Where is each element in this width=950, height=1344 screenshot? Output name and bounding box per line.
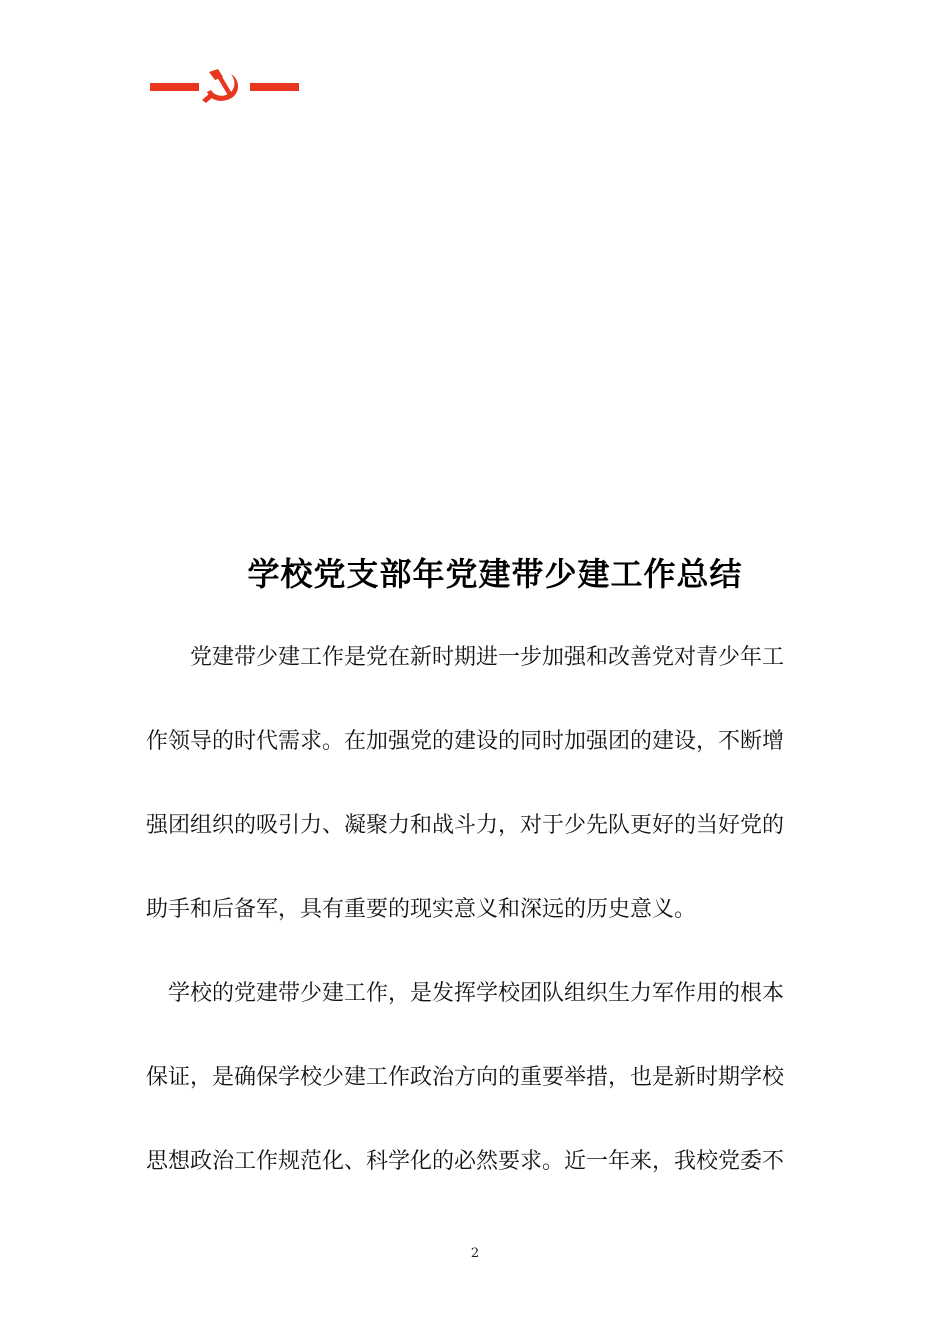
emblem-left-bar: [150, 83, 199, 91]
hammer-and-sickle-icon: [149, 66, 301, 106]
paragraph-line: 学校的党建带少建工作，是发挥学校团队组织生力军作用的根本: [146, 981, 785, 1006]
paragraph-line: 作领导的时代需求。在加强党的建设的同时加强团的建设，不断增: [146, 729, 785, 754]
emblem-right-bar: [250, 83, 299, 91]
paragraph-2: [146, 952, 806, 1204]
paragraph-line: 助手和后备军，具有重要的现实意义和深远的历史意义。: [146, 897, 697, 922]
paragraph-1: [146, 616, 806, 952]
paragraph-line: 党建带少建工作是党在新时期进一步加强和改善党对青少年工: [146, 645, 785, 670]
party-emblem: [149, 66, 301, 106]
sickle-hammer-glyph: [202, 69, 238, 103]
paragraph-line: 思想政治工作规范化、科学化的必然要求。近一年来，我校党委不: [146, 1149, 785, 1174]
page-number: 2: [470, 1246, 480, 1261]
paragraph-line: 保证，是确保学校少建工作政治方向的重要举措，也是新时期学校: [146, 1065, 785, 1090]
paragraph-line: 强团组织的吸引力、凝聚力和战斗力，对于少先队更好的当好党的: [146, 813, 785, 838]
document-title: 学校党支部年党建带少建工作总结: [247, 555, 743, 593]
